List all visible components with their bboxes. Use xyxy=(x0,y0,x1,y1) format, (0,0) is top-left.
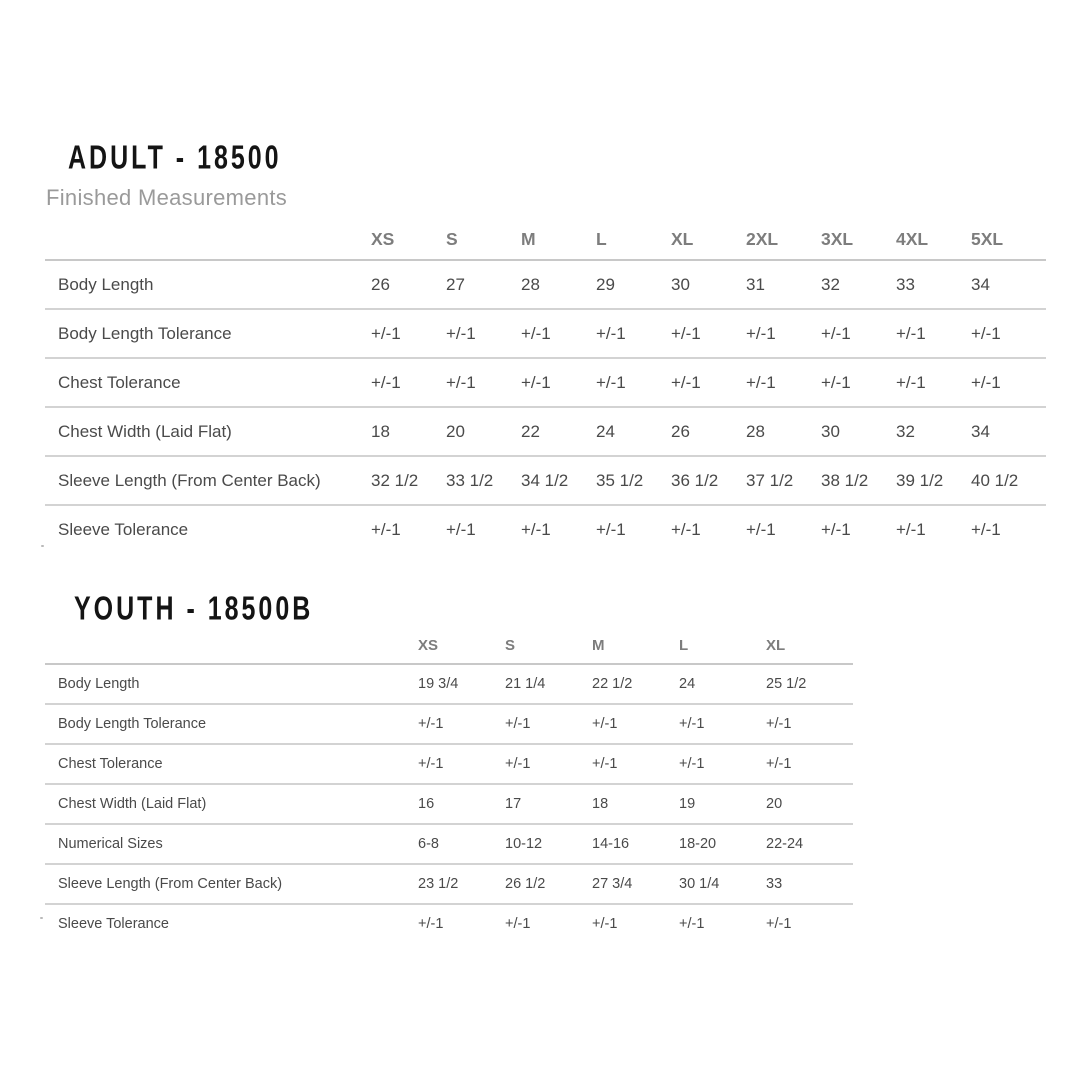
measurement-value-cell: +/-1 xyxy=(596,372,626,392)
table-row xyxy=(45,664,853,704)
measurement-value-cell: 34 xyxy=(971,421,990,441)
measurement-row-label: Numerical Sizes xyxy=(58,836,163,852)
table-row xyxy=(45,407,1046,456)
measurement-value-cell: +/-1 xyxy=(679,916,705,932)
measurement-column-header-spacer xyxy=(45,229,371,260)
measurement-value-cell: 33 xyxy=(896,274,915,294)
measurement-value-cell: 34 xyxy=(971,274,990,294)
measurement-value-cell: 32 xyxy=(821,274,840,294)
measurement-value-cell: 38 1/2 xyxy=(821,470,869,490)
measurement-value-cell: +/-1 xyxy=(671,519,701,539)
measurement-value-cell: +/-1 xyxy=(418,756,444,772)
measurement-value-cell: 22 1/2 xyxy=(592,676,633,692)
measurement-value-cell: +/-1 xyxy=(596,519,626,539)
measurement-row-label: Sleeve Length (From Center Back) xyxy=(58,470,321,490)
measurement-value-cell: +/-1 xyxy=(766,716,792,732)
measurement-value-cell: 34 1/2 xyxy=(521,470,569,490)
measurement-value-cell: +/-1 xyxy=(746,372,776,392)
measurement-value-cell: +/-1 xyxy=(521,323,551,343)
size-column-header: 5XL xyxy=(971,229,1004,249)
adult-header-row xyxy=(45,229,1046,260)
stray-print-artifact xyxy=(40,917,43,919)
measurement-value-cell: +/-1 xyxy=(821,519,851,539)
measurement-value-cell: 40 1/2 xyxy=(971,470,1019,490)
table-row xyxy=(45,260,1046,309)
measurement-value-cell: 16 xyxy=(418,796,435,812)
measurement-value-cell: 33 xyxy=(766,876,783,892)
size-column-header: XS xyxy=(418,637,439,654)
measurement-value-cell: 36 1/2 xyxy=(671,470,719,490)
measurement-value-cell: 33 1/2 xyxy=(446,470,494,490)
measurement-value-cell: +/-1 xyxy=(521,519,551,539)
youth-section-title: YOUTH - 18500B xyxy=(74,590,314,628)
measurement-value-cell: +/-1 xyxy=(505,756,531,772)
measurement-value-cell: +/-1 xyxy=(746,519,776,539)
measurement-row-label: Chest Tolerance xyxy=(58,756,163,772)
measurement-row-label: Chest Width (Laid Flat) xyxy=(58,421,232,441)
measurement-value-cell: 19 xyxy=(679,796,696,812)
measurement-value-cell: +/-1 xyxy=(592,716,618,732)
measurement-value-cell: 26 1/2 xyxy=(505,876,546,892)
size-column-header: XL xyxy=(766,637,786,654)
measurement-value-cell: +/-1 xyxy=(592,916,618,932)
stray-print-artifact xyxy=(41,545,44,547)
measurement-value-cell: +/-1 xyxy=(896,323,926,343)
measurement-value-cell: +/-1 xyxy=(766,916,792,932)
measurement-value-cell: +/-1 xyxy=(971,372,1001,392)
size-column-header: XS xyxy=(371,229,395,249)
measurement-value-cell: +/-1 xyxy=(446,372,476,392)
measurement-row-label: Sleeve Length (From Center Back) xyxy=(58,876,283,892)
table-row xyxy=(45,358,1046,407)
table-row xyxy=(45,309,1046,358)
youth-section xyxy=(0,590,1080,943)
measurement-value-cell: 26 xyxy=(671,421,690,441)
measurement-value-cell: +/-1 xyxy=(371,372,401,392)
youth-title-wrap xyxy=(74,590,1080,628)
measurement-value-cell: +/-1 xyxy=(418,716,444,732)
measurement-value-cell: 32 xyxy=(896,421,915,441)
measurement-value-cell: 18 xyxy=(592,796,609,812)
measurement-value-cell: +/-1 xyxy=(896,372,926,392)
measurement-value-cell: 18-20 xyxy=(679,836,717,852)
table-row xyxy=(45,704,853,744)
table-row xyxy=(45,505,1046,553)
size-column-header: L xyxy=(596,229,607,249)
size-column-header: XL xyxy=(671,229,694,249)
measurement-value-cell: 25 1/2 xyxy=(766,676,807,692)
measurement-value-cell: 22 xyxy=(521,421,540,441)
measurement-value-cell: +/-1 xyxy=(505,916,531,932)
size-column-header: S xyxy=(505,637,516,654)
measurement-value-cell: +/-1 xyxy=(671,323,701,343)
measurement-row-label: Sleeve Tolerance xyxy=(58,916,169,932)
measurement-value-cell: +/-1 xyxy=(766,756,792,772)
size-column-header: 2XL xyxy=(746,229,779,249)
measurement-row-label: Body Length Tolerance xyxy=(58,323,232,343)
measurement-row-label: Body Length Tolerance xyxy=(58,716,207,732)
table-row xyxy=(45,904,853,943)
adult-size-table xyxy=(45,229,1046,553)
measurement-value-cell: 37 1/2 xyxy=(746,470,794,490)
measurement-value-cell: +/-1 xyxy=(592,756,618,772)
measurement-row-label: Body Length xyxy=(58,676,140,692)
measurement-value-cell: 10-12 xyxy=(505,836,543,852)
measurement-value-cell: +/-1 xyxy=(371,519,401,539)
size-column-header: L xyxy=(679,637,689,654)
table-row xyxy=(45,744,853,784)
measurement-value-cell: +/-1 xyxy=(971,519,1001,539)
measurement-value-cell: 26 xyxy=(371,274,390,294)
measurement-value-cell: 24 xyxy=(679,676,696,692)
measurement-value-cell: 20 xyxy=(446,421,465,441)
measurement-row-label: Chest Tolerance xyxy=(58,372,181,392)
measurement-value-cell: 19 3/4 xyxy=(418,676,459,692)
measurement-value-cell: +/-1 xyxy=(679,716,705,732)
size-column-header: M xyxy=(521,229,536,249)
table-row xyxy=(45,824,853,864)
measurement-value-cell: +/-1 xyxy=(896,519,926,539)
measurement-value-cell: 30 1/4 xyxy=(679,876,720,892)
measurement-value-cell: 21 1/4 xyxy=(505,676,546,692)
measurement-value-cell: +/-1 xyxy=(371,323,401,343)
measurement-value-cell: 32 1/2 xyxy=(371,470,419,490)
size-column-header: S xyxy=(446,229,458,249)
table-row xyxy=(45,784,853,824)
measurement-value-cell: 28 xyxy=(746,421,765,441)
size-column-header: 4XL xyxy=(896,229,929,249)
measurement-value-cell: +/-1 xyxy=(971,323,1001,343)
measurement-value-cell: +/-1 xyxy=(418,916,444,932)
measurement-value-cell: 31 xyxy=(746,274,765,294)
measurement-value-cell: +/-1 xyxy=(446,323,476,343)
adult-section xyxy=(0,139,1080,553)
measurement-value-cell: +/-1 xyxy=(679,756,705,772)
measurement-value-cell: 29 xyxy=(596,274,615,294)
measurement-value-cell: 28 xyxy=(521,274,540,294)
measurement-value-cell: 20 xyxy=(766,796,783,812)
youth-size-table xyxy=(45,637,853,943)
measurement-value-cell: +/-1 xyxy=(671,372,701,392)
measurement-value-cell: 17 xyxy=(505,796,522,812)
measurement-value-cell: 39 1/2 xyxy=(896,470,944,490)
measurement-value-cell: 24 xyxy=(596,421,615,441)
measurement-value-cell: 30 xyxy=(671,274,690,294)
measurement-value-cell: +/-1 xyxy=(446,519,476,539)
table-row xyxy=(45,864,853,904)
measurement-value-cell: 22-24 xyxy=(766,836,804,852)
adult-section-title: ADULT - 18500 xyxy=(68,139,282,177)
measurement-value-cell: +/-1 xyxy=(746,323,776,343)
measurement-value-cell: +/-1 xyxy=(821,372,851,392)
measurement-value-cell: 27 3/4 xyxy=(592,876,633,892)
measurement-row-label: Sleeve Tolerance xyxy=(58,519,189,539)
measurement-row-label: Body Length xyxy=(58,274,154,294)
measurement-value-cell: 18 xyxy=(371,421,390,441)
measurement-value-cell: 6-8 xyxy=(418,836,439,852)
measurement-value-cell: 30 xyxy=(821,421,840,441)
measurement-column-header-spacer xyxy=(45,637,418,664)
adult-title-wrap xyxy=(68,139,1080,177)
measurement-value-cell: 27 xyxy=(446,274,465,294)
size-column-header: M xyxy=(592,637,605,654)
measurement-value-cell: 35 1/2 xyxy=(596,470,644,490)
measurement-value-cell: 23 1/2 xyxy=(418,876,459,892)
size-column-header: 3XL xyxy=(821,229,854,249)
measurement-value-cell: +/-1 xyxy=(821,323,851,343)
finished-measurements-label: Finished Measurements xyxy=(46,185,288,210)
measurement-value-cell: 14-16 xyxy=(592,836,630,852)
measurement-row-label: Chest Width (Laid Flat) xyxy=(58,796,207,812)
measurement-value-cell: +/-1 xyxy=(596,323,626,343)
measurement-value-cell: +/-1 xyxy=(505,716,531,732)
table-row xyxy=(45,456,1046,505)
youth-header-row xyxy=(45,637,853,664)
measurement-value-cell: +/-1 xyxy=(521,372,551,392)
